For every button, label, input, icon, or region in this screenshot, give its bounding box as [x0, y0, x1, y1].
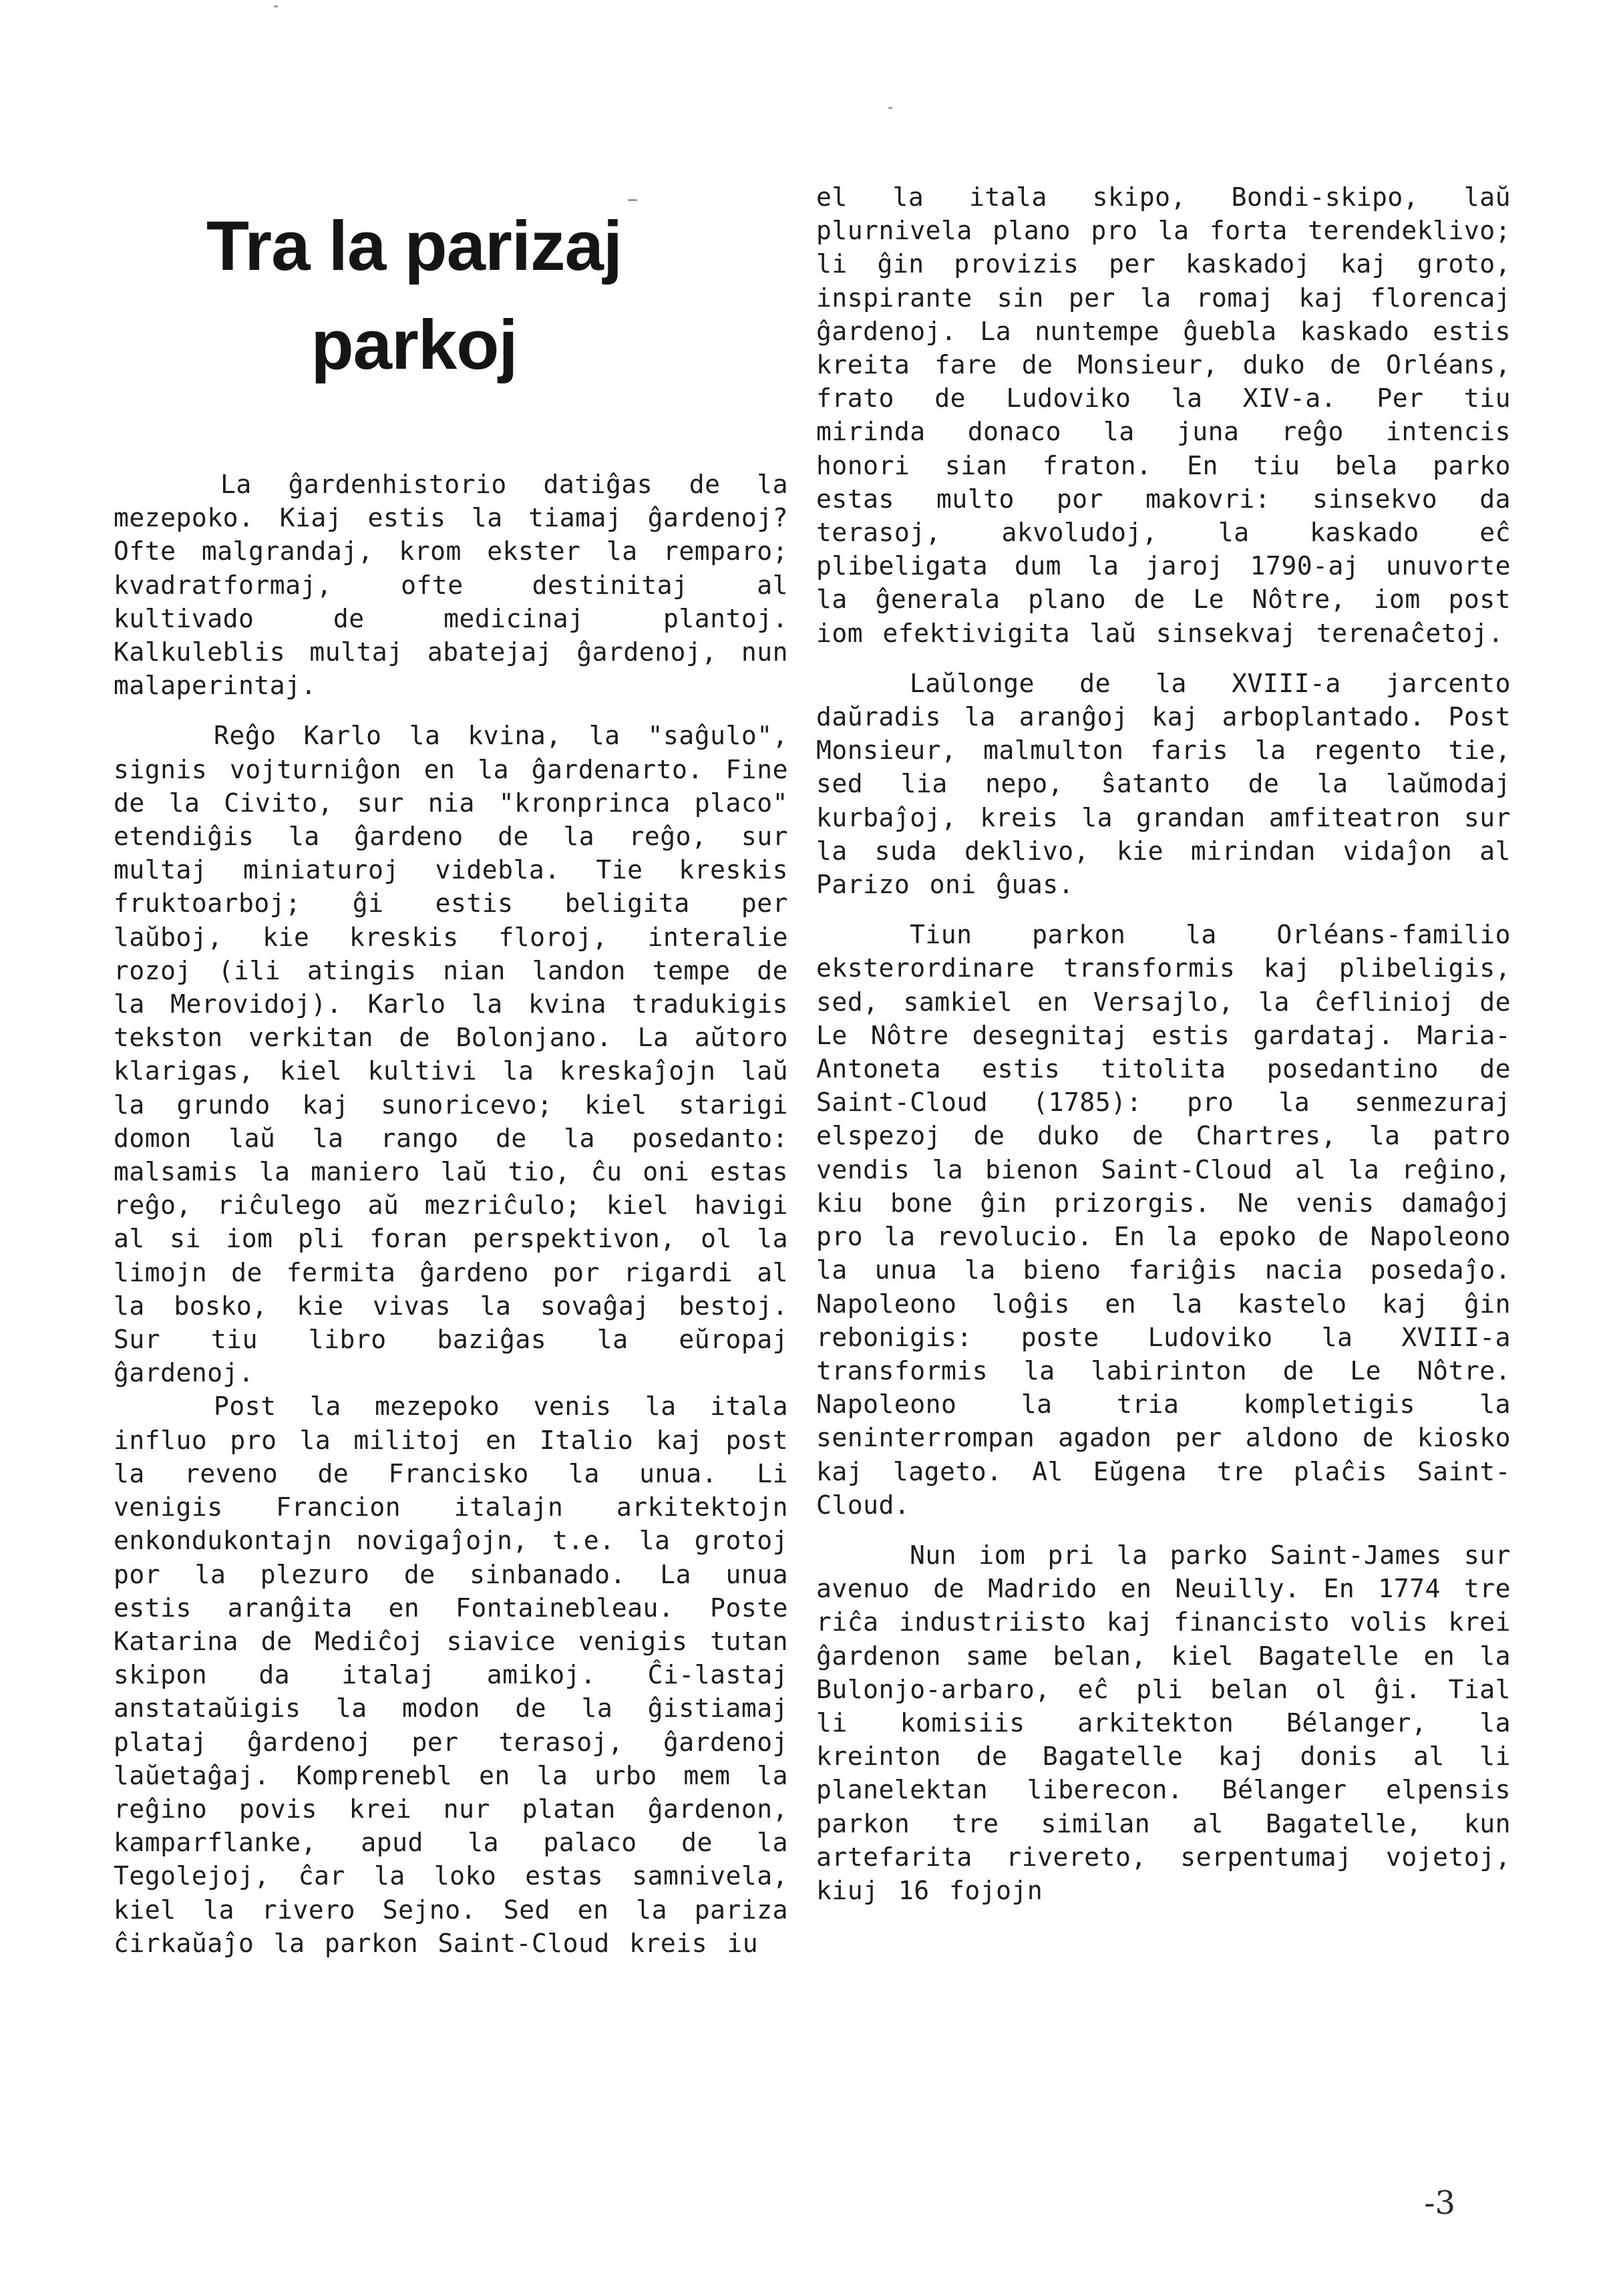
- page-number: -3: [1424, 2184, 1455, 2222]
- paragraph: Nun iom pri la parko Saint-James sur avenuo de Madrido en Neuilly. En 1774 tre riĉa industriisto kaj financisto volis krei ĝardenon same belan, kiel Bagatelle en la Bulonjo-arbaro, eĉ pli belan ol ĝi. Tial li komisiis arkitekton Bélanger, la kreinton de Bagatelle kaj donis al li planelektan liberecon. Bélanger elpensis parkon tre similan al Bagatelle, kun artefarita rivereto, serpentumaj vojetoj, kiuj 16 fojojn: [816, 1540, 1511, 1905]
- left-column: [114, 468, 788, 1977]
- paragraph: Tiun parkon la Orléans-familio eksterordinare transformis kaj plibeligis, sed, samkiel en Versajlo, la ĉeflinioj de Le Nôtre desegnitaj estis gardataj. Maria-Antoneta estis titolita posedantino de Saint-Cloud (1785): pro la senmezuraj elspezoj de duko de Chartres, la patro vendis la bienon Saint-Cloud al la reĝino, kiu bone ĝin prizorgis. Ne venis damaĝoj pro la revolucio. En la epoko de Napoleono la unua la bieno fariĝis nacia posedaĵo. Napoleono loĝis en la kastelo kaj ĝin rebonigis: poste Ludoviko la XVIII-a transformis la labirinton de Le Nôtre. Napoleono la tria kompletigis la seninterrompan agadon per aldono de kiosko kaj lageto. Al Eŭgena tre plaĉis Saint-Cloud.: [816, 920, 1511, 1520]
- title-line-1: Tra la parizaj: [206, 207, 622, 285]
- title-line-2: parkoj: [311, 306, 518, 384]
- paragraph: La ĝardenhistorio datiĝas de la mezepoko. Kiaj estis la tiamaj ĝardenoj? Ofte malgrandaj, krom ekster la remparo; kvadratformaj, ofte destinitaj al kultivado de medicinaj plantoj. Kalkuleblis multaj abatejaj ĝardenoj, nun malaperintaj.: [114, 470, 788, 701]
- paragraph: Reĝo Karlo la kvina, la "saĝulo", signis vojturniĝon en la ĝardenarto. Fine de la Civito, sur nia "kronprinca placo" etendiĝis la ĝardeno de la reĝo, sur multaj miniaturoj videbla. Tie kreskis fruktoarboj; ĝi estis beligita per laŭboj, kie kreskis floroj, interalie rozoj (ili atingis nian landon tempe de la Merovidoj). Karlo la kvina tradukigis tekston verkitan de Bolonjano. La aŭtoro klarigas, kiel kultivi la kreskaĵojn laŭ la grundo kaj sunoricevo; kiel starigi domon laŭ la rango de la posedanto: malsamis la maniero laŭ tio, ĉu oni estas reĝo, riĉulego aŭ mezriĉulo; kiel havigi al si iom pli foran perspektivon, ol la limojn de fermita ĝardeno por rigardi al la bosko, kie vivas la sovaĝaj bestoj. Sur tiu libro baziĝas la eŭropaj ĝardenoj.: [114, 721, 788, 1388]
- paragraph: Laŭlonge de la XVIII-a jarcento daŭradis la aranĝoj kaj arboplantado. Post Monsieur, malmulton faris la regento tie, sed lia nepo, ŝatanto de la laŭmodaj kurbaĵoj, kreis la grandan amfiteatron sur la suda deklivo, kie mirindan vidaĵon al Parizo oni ĝuas.: [816, 668, 1511, 900]
- paragraph: el la itala skipo, Bondi-skipo, laŭ plurnivela plano pro la forta terendeklivo; li ĝin provizis per kaskadoj kaj groto, inspirante sin per la romaj kaj florencaj ĝardenoj. La nuntempe ĝuebla kaskado estis kreita fare de Monsieur, duko de Orléans, frato de Ludoviko la XIV-a. Per tiu mirinda donaco la juna reĝo intencis honori sian fraton. En tiu bela parko estas multo por makovri: sinsekvo da terasoj, akvoludoj, la kaskado eĉ plibeligata dum la jaroj 1790-aj unuvorte la ĝenerala plano de Le Nôtre, iom post iom efektivigita laŭ sinsekvaj terenaĉetoj.: [816, 182, 1511, 648]
- scan-speck: [628, 199, 637, 201]
- paragraph: Post la mezepoko venis la itala influo pro la militoj en Italio kaj post la reveno de Francisko la unua. Li venigis Francion italajn arkitektojn enkondukontajn novigaĵojn, t.e. la grotoj por la plezuro de sinbanado. La unua estis aranĝita en Fontainebleau. Poste Katarina de Mediĉoj siavice venigis tutan skipon da italaj amikoj. Ĉi-lastaj anstataŭigis la modon de la ĝistiamaj plataj ĝardenoj per terasoj, ĝardenoj laŭetaĝaj. Komprenebl en la urbo mem la reĝino povis krei nur platan ĝardenon, kamparflanke, apud la palaco de la Tegolejoj, ĉar la loko estas samnivela, kiel la rivero Sejno. Sed en la pariza ĉirkaŭaĵo la parkon Saint-Cloud kreis iu: [114, 1391, 788, 1958]
- scan-speck: [274, 5, 278, 7]
- scan-speck: [888, 107, 892, 109]
- right-column: [816, 180, 1511, 1924]
- page-title: [114, 197, 715, 395]
